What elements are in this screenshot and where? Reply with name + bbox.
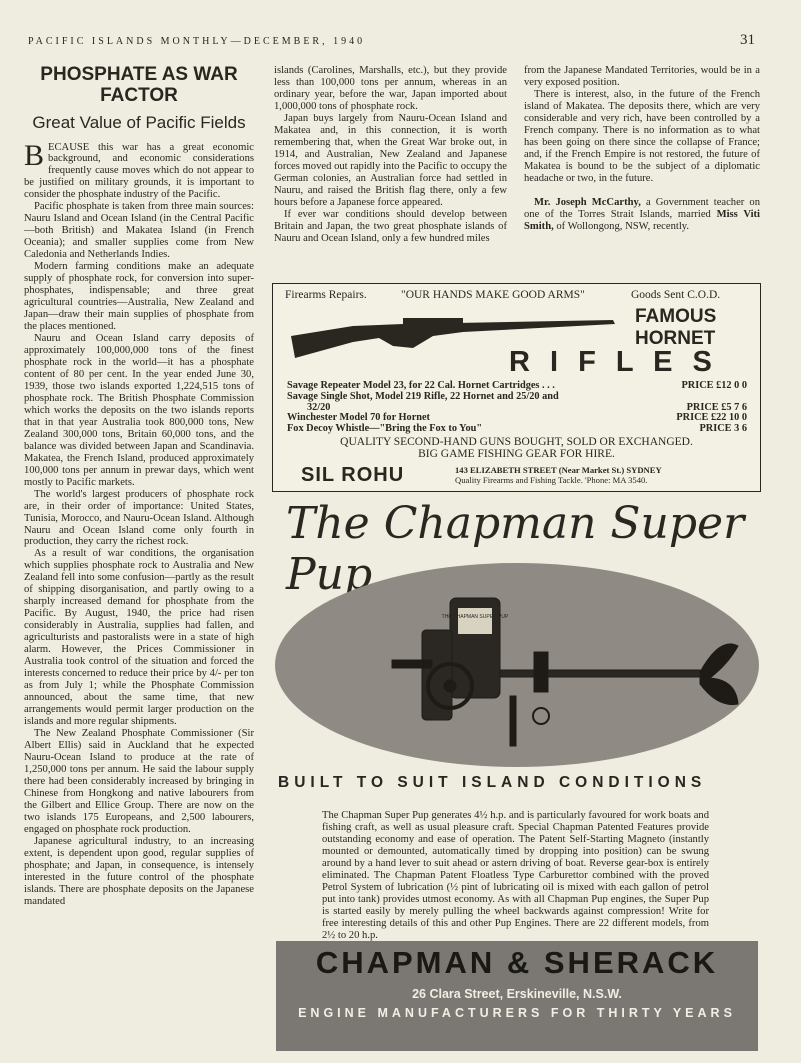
article-column-3 [524,65,760,233]
article-paragraph: Pacific phosphate is taken from three main sources: Nauru Island and Ocean Island (in the Central Pacific—both British) and Makatea Island (in French Oceania); and smaller supplies come from New Caledonia and Netherlands Indies. [24,201,254,261]
rifles-advertisement [272,283,761,492]
article-paragraph: islands (Carolines, Marshalls, etc.), but they provide less than 100,000 tons per annum, whereas in an ordinary year, before the war, Japan imported about 1,000,000 tons of phosphate rock. [274,65,507,112]
company-motto: ENGINE MANUFACTURERS FOR THIRTY YEARS [298,1006,736,1020]
article-paragraph: Modern farming conditions make an adequate supply of phosphate rock, for conversion into super-phosphates, indispensable; and three great agricultural countries—Australia, New Zealand and Japan—draw their main supplies of phosphate from the places mentioned. [24,261,254,333]
chapman-advertisement [272,498,762,1054]
price-list-item: Savage Repeater Model 23, for 22 Cal. Hornet Cartridges . . . PRICE £12 0 0 [287,380,747,391]
article-paragraph: The world's largest producers of phosphate rock are, in their order of importance: United States, Tunisia, Morocco, and Nauru-Ocean Island. Although Nauru and Ocean Island come only fourth in production, they carry the richest rock. [24,488,254,548]
article-paragraph: Japanese agricultural industry, to an increasing extent, is dependent upon good, regular supplies of phosphate; and Japan, in consequence, is intensely interested in the future control of the phosphate islands. There are phosphate deposits on the Japanese mandated [24,835,254,907]
wedding-notice: Mr. Joseph McCarthy, a Government teacher on one of the Torres Strait Islands, married Miss Viti Smith, of Wollongong, NSW, recently. [524,196,761,232]
shop-address: 143 ELIZABETH STREET (Near Market St.) SYDNEY Quality Firearms and Fishing Tackle. 'Phone: MA 3540. [455,465,662,485]
ad-cod-text: Goods Sent C.O.D. [631,289,721,301]
company-address: 26 Clara Street, Erskineville, N.S.W. [412,987,622,1001]
article-column-1 [24,65,254,908]
chapman-ad-title: The Chapman Super Pup [286,498,745,600]
article-subtitle: Great Value of Pacific Fields [32,112,246,132]
ad-rifles-heading: R I F L E S [509,346,718,378]
article-paragraph: Nauru and Ocean Island carry deposits of approximately 100,000,000 tons of the finest phosphate rock in the world—it has a phosphate content of 80 per cent. In the year ended June 30, 1939, those two islands exported 1,224,515 tons of phosphate rock. The British Phosphate Commission which works the deposits on the two islands reports that in that year Australia took 800,000 tons, New Zealand 300,000 tons, Britain 60,000 tons, and the balance was divided between Japan and Scandinavia. Makatea, the French Island, produced approximately 100,000 tons per annum in prewar days, which went mostly to Pacific markets. [24,333,254,488]
engine-illustration [272,560,762,770]
price-list [287,381,747,435]
chapman-tagline: BUILT TO SUIT ISLAND CONDITIONS [278,774,707,791]
ad-quality-text: QUALITY SECOND-HAND GUNS BOUGHT, SOLD OR EXCHANGED. BIG GAME FISHING GEAR FOR HIRE. [340,436,693,460]
price-list-item: Winchester Model 70 for Hornet PRICE £22 10 0 [287,412,747,424]
chapman-banner [276,941,758,1051]
company-name: CHAPMAN & SHERACK [315,945,719,980]
article-paragraph: As a result of war conditions, the organisation which supplies phosphate rock to Australia and New Zealand fell into some confusion—partly as the result of shipping disorganisation, and partly owing to a sharply increased demand for phosphate from the Pacific. By August, 1940, the price had risen considerably in Australia, supplies had fallen, and agriculturists and pastoralists were in a state of high alarm. However, the Prices Commissioner in Australia took control of the situation and forced the interests concerned to reduce their price by 4/- per ton as from July 1; while the Phosphate Commission announced, about the same time, that new arrangements would permit larger production on the islands and more regular shipments. [24,548,254,728]
price-list-item: Savage Single Shot, Model 219 Rifle, 22 Hornet and 25/20 and [287,390,559,402]
article-paragraph: from the Japanese Mandated Territories, would be in a very exposed position. [524,65,760,88]
page-number: 31 [740,32,755,48]
shop-name: SIL ROHU [301,464,405,486]
ad-famous: FAMOUS [635,306,717,327]
article-paragraph: BECAUSE this war has a great economic background, and economic considerations frequently cause moves which do not appear to be justified on military grounds, it is important to consider the phosphate industry of the Pacific. [24,138,254,201]
ad-repairs-text: Firearms Repairs. [285,289,367,301]
drop-cap: B [24,138,45,172]
price-list-item: Fox Decoy Whistle—"Bring the Fox to You" PRICE 3 6 [287,423,747,435]
engine-label: THE CHAPMAN SUPER PUP [441,614,509,620]
ad-hornet: HORNET [635,328,716,349]
article-paragraph: Japan buys largely from Nauru-Ocean Island and Makatea and, in this connection, it is worth remembering that, when the Great War broke out, in 1914, and Australian, New Zealand and Japanese forces moved out rapidly into the Pacific to occupy the German colonies, an Australian force had settled in Nauru, and raised the British flag there, only a few hours before a Japanese force appeared. [274,112,507,208]
article-column-2 [274,65,507,245]
price-list-item: 32/20 PRICE £5 7 6 [307,401,747,413]
article-paragraph: There is interest, also, in the future of the French island of Makatea. The deposits there, which are very considerable and very rich, have been controlled by a French company. There is no information as to what has been going on there since the collapse of France; and, if the French Empire is not restored, the future of Makatea is bound to be the subject of a diplomatic headache or two, in the future. [524,88,760,184]
article-paragraph: If ever war conditions should develop between Britain and Japan, the two great phosphate islands of Nauru and Ocean Island, only a few hundred miles [274,208,507,244]
chapman-body-text: The Chapman Super Pup generates 4½ h.p. and is particularly favoured for work boats and fishing craft, as well as usual pleasure craft. Special Chapman Patented Features provide outstanding economy and ease of operation. The Patent Self-Starting Magneto (instantly mounted or demounted, automatically timed by dropping into position) can be swung around by a hand lever to suit ahead or astern driving of boat. Reverse gear-box is entirely eliminated. The Chapman Patent Floatless Type Carburettor combined with the proved Petrol System of lubrication (½ pint of lubricating oil is mixed with each gallon of petrol put into tank) provides utmost economy. As with all Chapman Pup engines, the Super Pup is started easily by merely pulling the wheel backwards against compression! Write for free interesting details of this and other Pup Engines. There are 22 different models, from 2½ to 20 h.p. [322,810,709,941]
oval-background [275,563,759,767]
article-paragraph: The New Zealand Phosphate Commissioner (Sir Albert Ellis) said in Auckland that he expected Nauru-Ocean Island to produce at the rate of 1,250,000 tons per annum. He said the labour supply there had been considerably increased by bringing in Chinese from Hongkong and native labourers from the Gilbert and Ellice Group. There are now on the two islands 175 Europeans, and 2,500 labourers, engaged on phosphate rock production. [24,727,254,835]
article-title: PHOSPHATE AS WAR FACTOR [40,64,238,106]
running-header: PACIFIC ISLANDS MONTHLY—DECEMBER, 1940 [28,36,366,47]
ad-slogan: "OUR HANDS MAKE GOOD ARMS" [401,289,585,301]
